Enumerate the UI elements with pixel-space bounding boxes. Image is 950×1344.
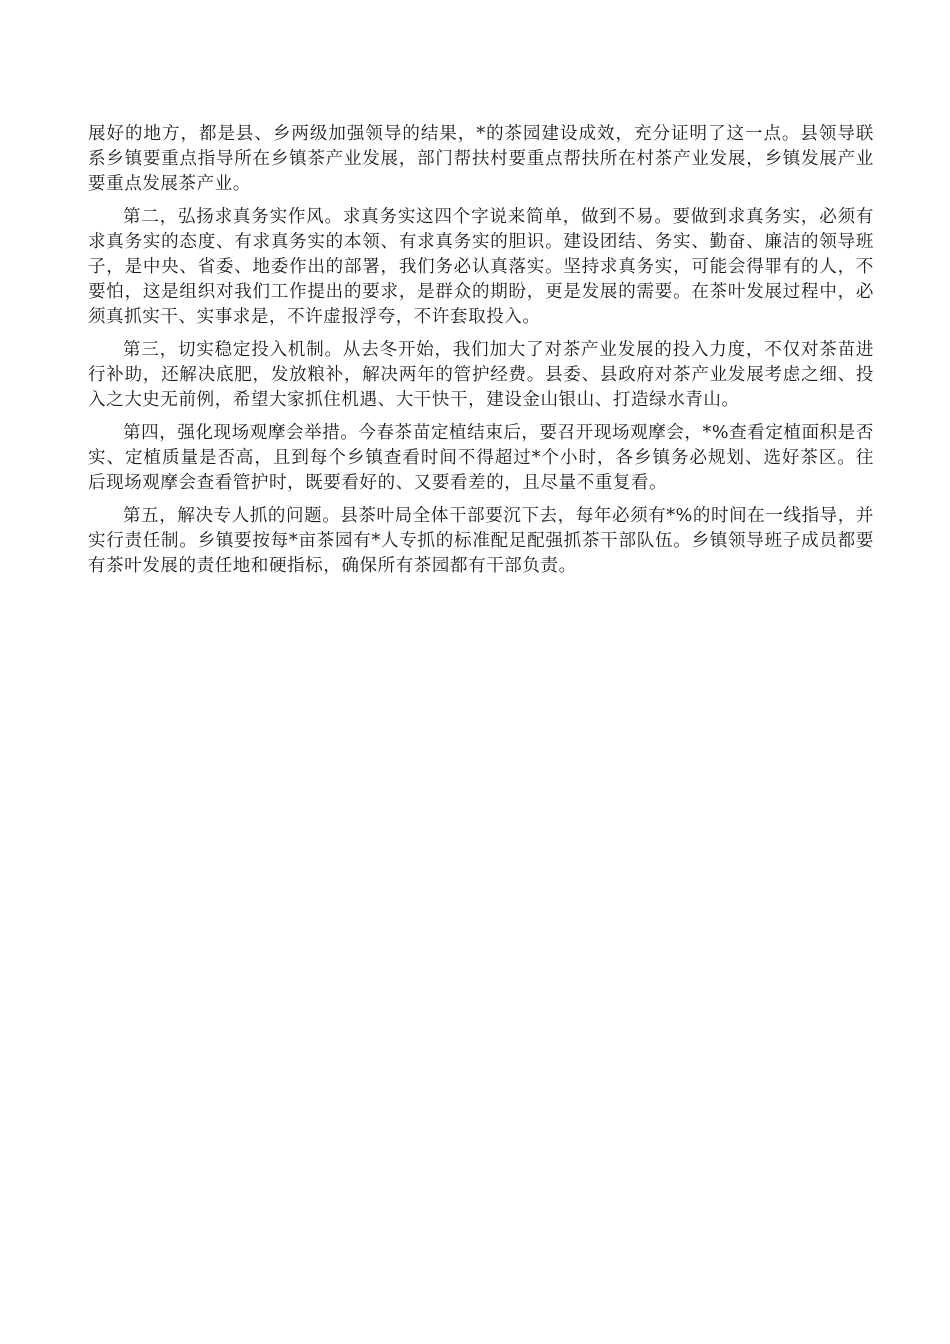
paragraph-point-4: 第四，强化现场观摩会举措。今春茶苗定植结束后，要召开现场观摩会，*%查看定植面积是否实、定植质量是否高，且到每个乡镇查看时间不得超过*个小时，各乡镇务必规划、选好茶区。往后现场观摩会查看管护时，既要看好的、又要看差的，且尽量不重复看。 (88, 423, 874, 493)
paragraph-point-5: 第五，解决专人抓的问题。县茶叶局全体干部要沉下去，每年必须有*%的时间在一线指导，并实行责任制。乡镇要按每*亩茶园有*人专抓的标准配足配强抓茶干部队伍。乡镇领导班子成员都要有茶叶发展的责任地和硬指标，确保所有茶园都有干部负责。 (88, 506, 874, 576)
document-body (88, 122, 874, 587)
paragraph-point-2: 第二，弘扬求真务实作风。求真务实这四个字说来简单，做到不易。要做到求真务实，必须有求真务实的态度、有求真务实的本领、有求真务实的胆识。建设团结、务实、勤奋、廉洁的领导班子，是中央、省委、地委作出的部署，我们务必认真落实。坚持求真务实，可能会得罪有的人，不要怕，这是组织对我们工作提出的要求，是群众的期盼，更是发展的需要。在茶叶发展过程中，必须真抓实干、实事求是，不许虚报浮夸，不许套取投入。 (88, 207, 874, 327)
paragraph-continuation: 展好的地方，都是县、乡两级加强领导的结果，*的茶园建设成效，充分证明了这一点。县领导联系乡镇要重点指导所在乡镇茶产业发展，部门帮扶村要重点帮扶所在村茶产业发展，乡镇发展产业要重点发展茶产业。 (88, 124, 874, 194)
paragraph-point-3: 第三，切实稳定投入机制。从去冬开始，我们加大了对茶产业发展的投入力度，不仅对茶苗进行补助，还解决底肥，发放粮补，解决两年的管护经费。县委、县政府对茶产业发展考虑之细、投入之大史无前例，希望大家抓住机遇、大干快干，建设金山银山、打造绿水青山。 (88, 340, 874, 410)
